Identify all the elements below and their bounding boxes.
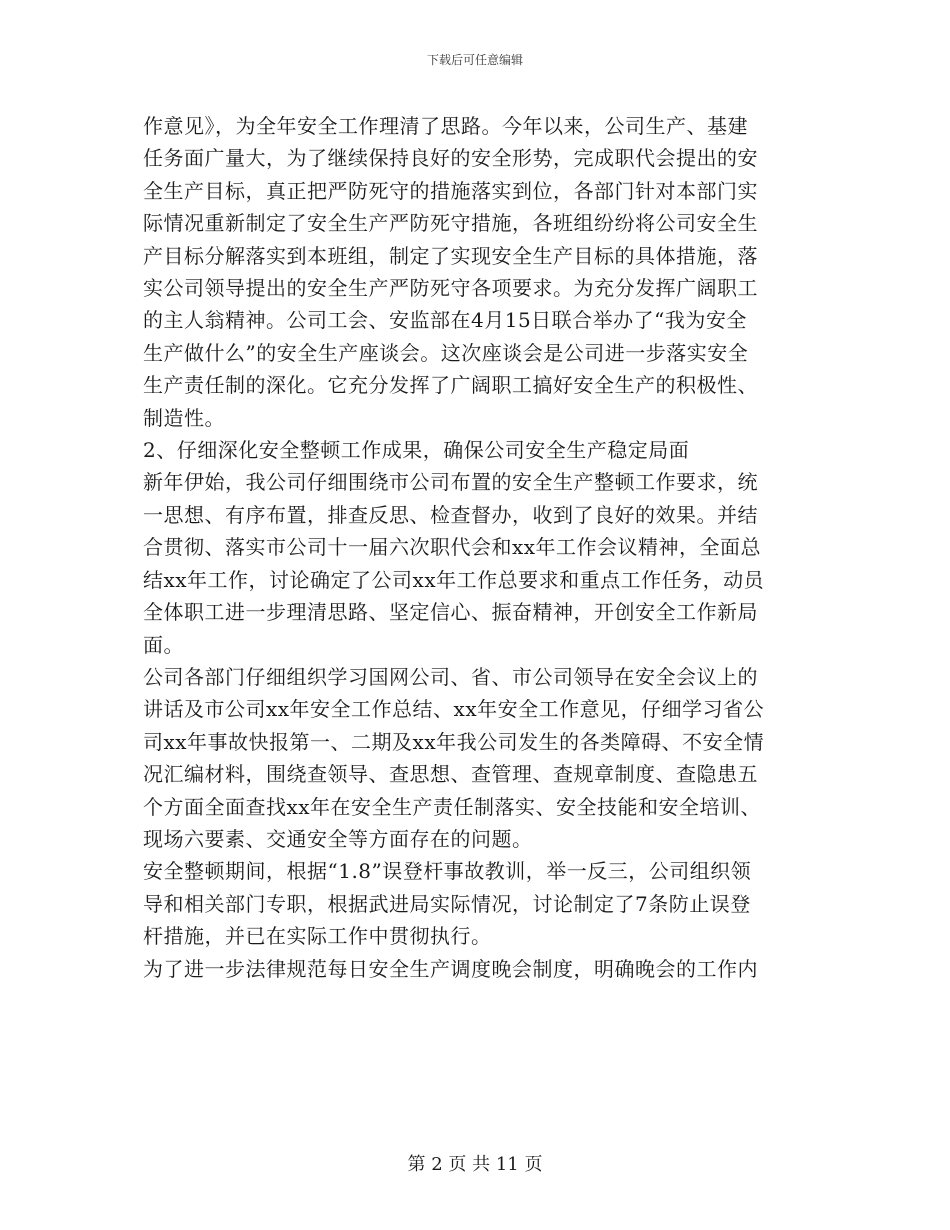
body-line: 导和相关部门专职，根据武进局实际情况，讨论制定了7条防止误登 bbox=[143, 891, 751, 916]
body-line: 合贯彻、落实市公司十一届六次职代会和xx年工作会议精神，全面总 bbox=[143, 535, 762, 560]
body-line: 全生产目标，真正把严防死守的措施落实到位，各部门针对本部门实 bbox=[143, 178, 758, 203]
body-line: 杆措施，并已在实际工作中贯彻执行。 bbox=[143, 924, 492, 949]
body-line: 面。 bbox=[143, 632, 184, 657]
body-line: 一思想、有序布置，排查反思、检查督办，收到了良好的效果。并结 bbox=[143, 502, 758, 527]
body-line: 况汇编材料，围绕查领导、查思想、查管理、查规章制度、查隐患五 bbox=[143, 762, 758, 787]
section-heading: 2、仔细深化安全整顿工作成果，确保公司安全生产稳定局面 bbox=[143, 438, 690, 463]
body-line: 现场六要素、交通安全等方面存在的问题。 bbox=[143, 826, 533, 851]
page-header bbox=[0, 52, 950, 68]
body-line: 际情况重新制定了安全生产严防死守措施，各班组纷纷将公司安全生 bbox=[143, 211, 758, 236]
body-line: 实公司领导提出的安全生产严防死守各项要求。为充分发挥广阔职工 bbox=[143, 276, 758, 301]
body-line: 为了进一步法律规范每日安全生产调度晚会制度，明确晚会的工作内 bbox=[143, 956, 758, 981]
body-line: 任务面广量大，为了继续保持良好的安全形势，完成职代会提出的安 bbox=[143, 146, 758, 171]
body-line: 讲话及市公司xx年安全工作总结、xx年安全工作意见，仔细学习省公 bbox=[143, 697, 765, 722]
header-note: 下载后可任意编辑 bbox=[426, 53, 523, 67]
body-line: 制造性。 bbox=[143, 405, 225, 430]
body-line: 公司各部门仔细组织学习国网公司、省、市公司领导在安全会议上的 bbox=[143, 664, 758, 689]
body-line: 司xx年事故快报第一、二期及xx年我公司发生的各类障碍、不安全情 bbox=[143, 729, 765, 754]
body-line: 生产责任制的深化。它充分发挥了广阔职工搞好安全生产的积极性、 bbox=[143, 373, 758, 398]
body-line: 产目标分解落实到本班组，制定了实现安全生产目标的具体措施，落 bbox=[143, 243, 758, 268]
body-line: 全体职工进一步理清思路、坚定信心、振奋精神，开创安全工作新局 bbox=[143, 600, 758, 625]
page-footer bbox=[0, 1153, 950, 1177]
body-line: 生产做什么”的安全生产座谈会。这次座谈会是公司进一步落实安全 bbox=[143, 340, 749, 365]
body-line: 新年伊始，我公司仔细围绕市公司布置的安全生产整顿工作要求，统 bbox=[143, 470, 758, 495]
body-line: 作意见》，为全年安全工作理清了思路。今年以来，公司生产、基建 bbox=[143, 114, 748, 138]
body-line: 安全整顿期间，根据“1.8”误登杆事故教训，举一反三，公司组织领 bbox=[143, 859, 752, 884]
document-body bbox=[143, 110, 813, 985]
body-line: 个方面全面查找xx年在安全生产责任制落实、安全技能和安全培训、 bbox=[143, 794, 762, 819]
page-number: 第 2 页 共 11 页 bbox=[407, 1154, 543, 1175]
body-line: 的主人翁精神。公司工会、安监部在4月15日联合举办了“我为安全 bbox=[143, 308, 747, 333]
body-line: 结xx年工作，讨论确定了公司xx年工作总要求和重点工作任务，动员 bbox=[143, 567, 765, 592]
